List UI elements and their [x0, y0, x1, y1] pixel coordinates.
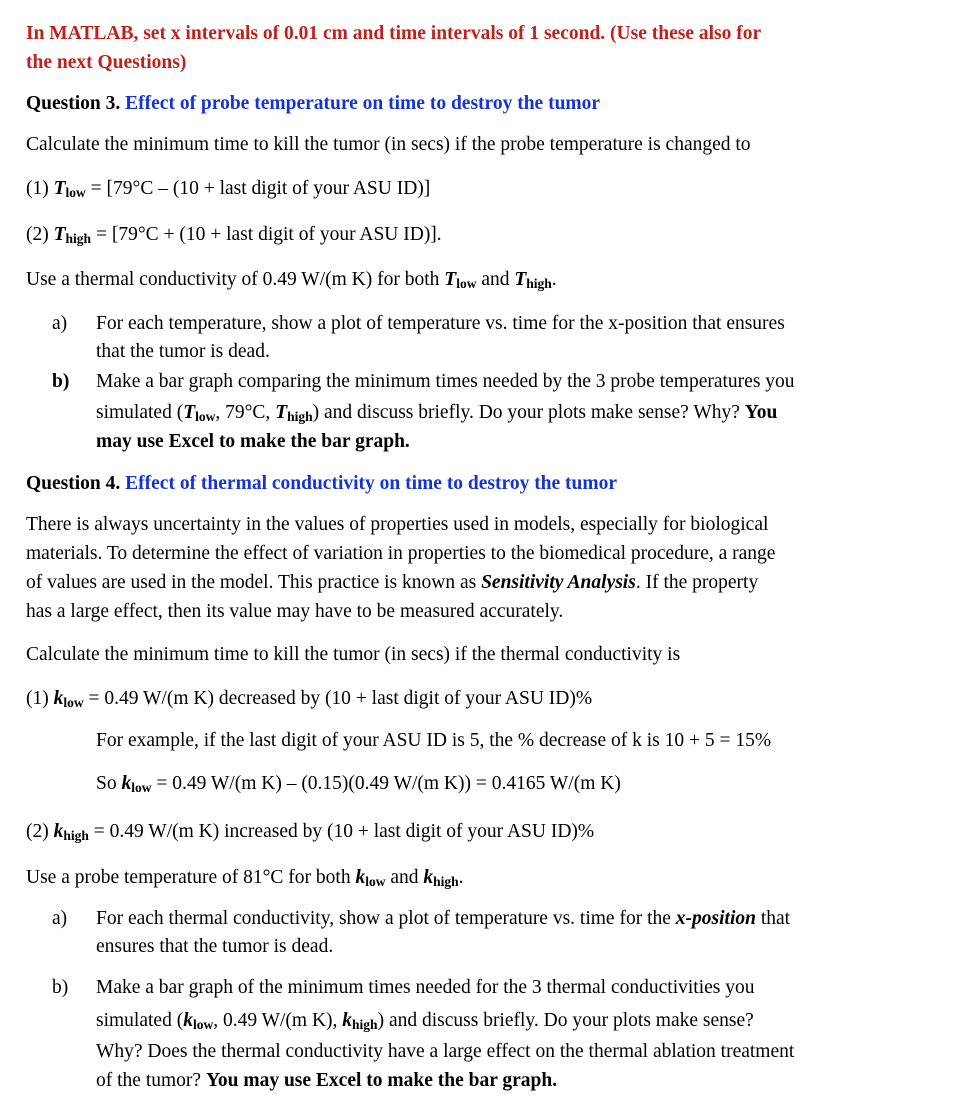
q4-para-line-2: materials. To determine the effect of variation in properties to the biomedical procedure, a range	[26, 543, 776, 564]
q3-item-2-var: T	[53, 224, 66, 245]
q3-item-1	[26, 175, 430, 204]
q4-p3-post: . If the property	[635, 572, 759, 593]
q3-item-1-sub: low	[65, 185, 86, 200]
q4-item-1-var: k	[53, 688, 64, 709]
q4-a-l1-post: that	[755, 908, 791, 929]
q3-b-l2-sub2: high	[287, 409, 313, 424]
q4-ex2-sub: low	[131, 780, 152, 795]
q4-item-2-num: (2)	[26, 821, 54, 842]
q4-b-l4-bold: You may use Excel to make the bar graph.	[205, 1070, 558, 1091]
q4-a-l1-pre: For each thermal conductivity, show a plot of temperature vs. time for the	[96, 908, 676, 929]
q4-item-2-text: = 0.49 W/(m K) increased by (10 + last digit of your ASU ID)%	[88, 821, 595, 842]
q3-heading	[26, 90, 600, 118]
q4-use-and: and	[385, 867, 424, 888]
q3-a-line-1: For each temperature, show a plot of temperature vs. time for the x-position that ensures	[96, 313, 785, 334]
q3-b-line-1: Make a bar graph comparing the minimum times needed by the 3 probe temperatures you	[96, 371, 795, 392]
q4-p3-em: Sensitivity Analysis	[481, 572, 636, 593]
q4-b-line-4	[96, 1067, 557, 1095]
q4-item-2-var: k	[53, 821, 64, 842]
q4-item-2	[26, 818, 594, 847]
intro-line-1: In MATLAB, set x intervals of 0.01 cm and time intervals of 1 second. (Use these also for	[26, 23, 762, 44]
q4-heading	[26, 470, 617, 498]
q3-label: Question 3.	[26, 93, 121, 114]
q4-a-line-2: ensures that the tumor is dead.	[96, 936, 334, 957]
q4-b-line-3: Why? Does the thermal conductivity have a large effect on the thermal ablation treatment	[96, 1041, 795, 1062]
q4-b-l2-sub1: low	[192, 1017, 214, 1032]
q3-b-l2-bold: You	[744, 402, 778, 423]
q3-item-2	[26, 221, 442, 250]
q4-ex2-text: = 0.49 W/(m K) – (0.15)(0.49 W/(m K)) = 0.4165 W/(m K)	[151, 773, 621, 794]
q3-item-1-num: (1)	[26, 178, 54, 199]
q4-example-2	[96, 770, 621, 799]
q4-item-1	[26, 685, 592, 714]
q4-para-line-3	[26, 569, 758, 597]
q4-use-end: .	[458, 867, 464, 888]
q4-b-marker: b)	[52, 977, 69, 998]
q4-label: Question 4.	[26, 473, 121, 494]
q4-use	[26, 864, 464, 893]
q3-use-end: .	[551, 269, 557, 290]
q3-use	[26, 266, 557, 295]
q4-calc: Calculate the minimum time to kill the tumor (in secs) if the thermal conductivity is	[26, 644, 681, 665]
q4-ex2-var: k	[121, 773, 132, 794]
q4-use-var1: k	[355, 867, 366, 888]
q3-b-line-2	[96, 399, 777, 428]
q3-calc: Calculate the minimum time to kill the tumor (in secs) if the probe temperature is changed to	[26, 134, 751, 155]
q4-b-l2-var1: k	[183, 1010, 193, 1031]
q4-item-1-text: = 0.49 W/(m K) decreased by (10 + last digit of your ASU ID)%	[83, 688, 593, 709]
q3-b-l2-var2: T	[275, 402, 288, 423]
q4-b-l4-pre: of the tumor?	[96, 1070, 206, 1091]
q4-item-1-sub: low	[63, 695, 84, 710]
q4-b-l2-var2: k	[342, 1010, 353, 1031]
q3-use-sub1: low	[456, 276, 477, 291]
q3-item-2-sub: high	[65, 231, 92, 246]
q4-use-text: Use a probe temperature of 81°C for both	[26, 867, 356, 888]
q4-use-var2: k	[423, 867, 434, 888]
q4-para-line-1: There is always uncertainty in the values of properties used in models, especially for biological	[26, 514, 769, 535]
q4-b-line-1: Make a bar graph of the minimum times needed for the 3 thermal conductivities you	[96, 977, 755, 998]
q4-title: Effect of thermal conductivity on time to destroy the tumor	[125, 473, 618, 494]
q4-use-sub1: low	[365, 874, 386, 889]
q4-use-sub2: high	[433, 874, 459, 889]
q3-item-1-var: T	[53, 178, 66, 199]
q4-para-line-4: has a large effect, then its value may have to be measured accurately.	[26, 601, 564, 622]
q4-a-line-1	[96, 905, 790, 933]
q3-b-marker: b)	[52, 371, 70, 392]
q4-ex2-pre: So	[96, 773, 122, 794]
q4-a-l1-bold: x-position	[675, 908, 756, 929]
q3-b-line-3: may use Excel to make the bar graph.	[96, 431, 410, 452]
q3-b-l2-mid: , 79°C,	[215, 402, 276, 423]
q3-item-1-text: = [79°C – (10 + last digit of your ASU ID)]	[85, 178, 431, 199]
q4-item-1-num: (1)	[26, 688, 54, 709]
q3-use-sub2: high	[526, 276, 552, 291]
q3-title: Effect of probe temperature on time to destroy the tumor	[125, 93, 601, 114]
q4-p3-pre: of values are used in the model. This practice is known as	[26, 572, 482, 593]
q3-b-l2-sub1: low	[195, 409, 216, 424]
q4-b-l2-mid: , 0.49 W/(m K),	[213, 1010, 343, 1031]
q3-item-2-num: (2)	[26, 224, 54, 245]
q4-b-l2-post: ) and discuss briefly. Do your plots make sense?	[377, 1010, 754, 1031]
q4-b-l2-pre: simulated (	[96, 1010, 184, 1031]
q3-b-l2-post: ) and discuss briefly. Do your plots make sense? Why?	[312, 402, 745, 423]
q4-b-l2-sub2: high	[352, 1017, 378, 1032]
q4-item-2-sub: high	[63, 828, 89, 843]
q3-use-var2: T	[514, 269, 527, 290]
q4-b-line-2	[96, 1007, 754, 1036]
q3-use-and: and	[476, 269, 515, 290]
q3-use-var1: T	[444, 269, 457, 290]
q3-a-line-2: that the tumor is dead.	[96, 341, 270, 362]
q4-a-marker: a)	[52, 908, 68, 929]
q3-use-text: Use a thermal conductivity of 0.49 W/(m K) for both	[26, 269, 445, 290]
q3-a-marker: a)	[52, 313, 68, 334]
q3-b-l2-pre: simulated (	[96, 402, 184, 423]
q3-item-2-text: = [79°C + (10 + last digit of your ASU ID)].	[91, 224, 442, 245]
q3-b-l2-var1: T	[183, 402, 196, 423]
intro-line-2: the next Questions)	[26, 52, 187, 73]
q4-example-1: For example, if the last digit of your ASU ID is 5, the % decrease of k is 10 + 5 = 15%	[96, 730, 772, 751]
